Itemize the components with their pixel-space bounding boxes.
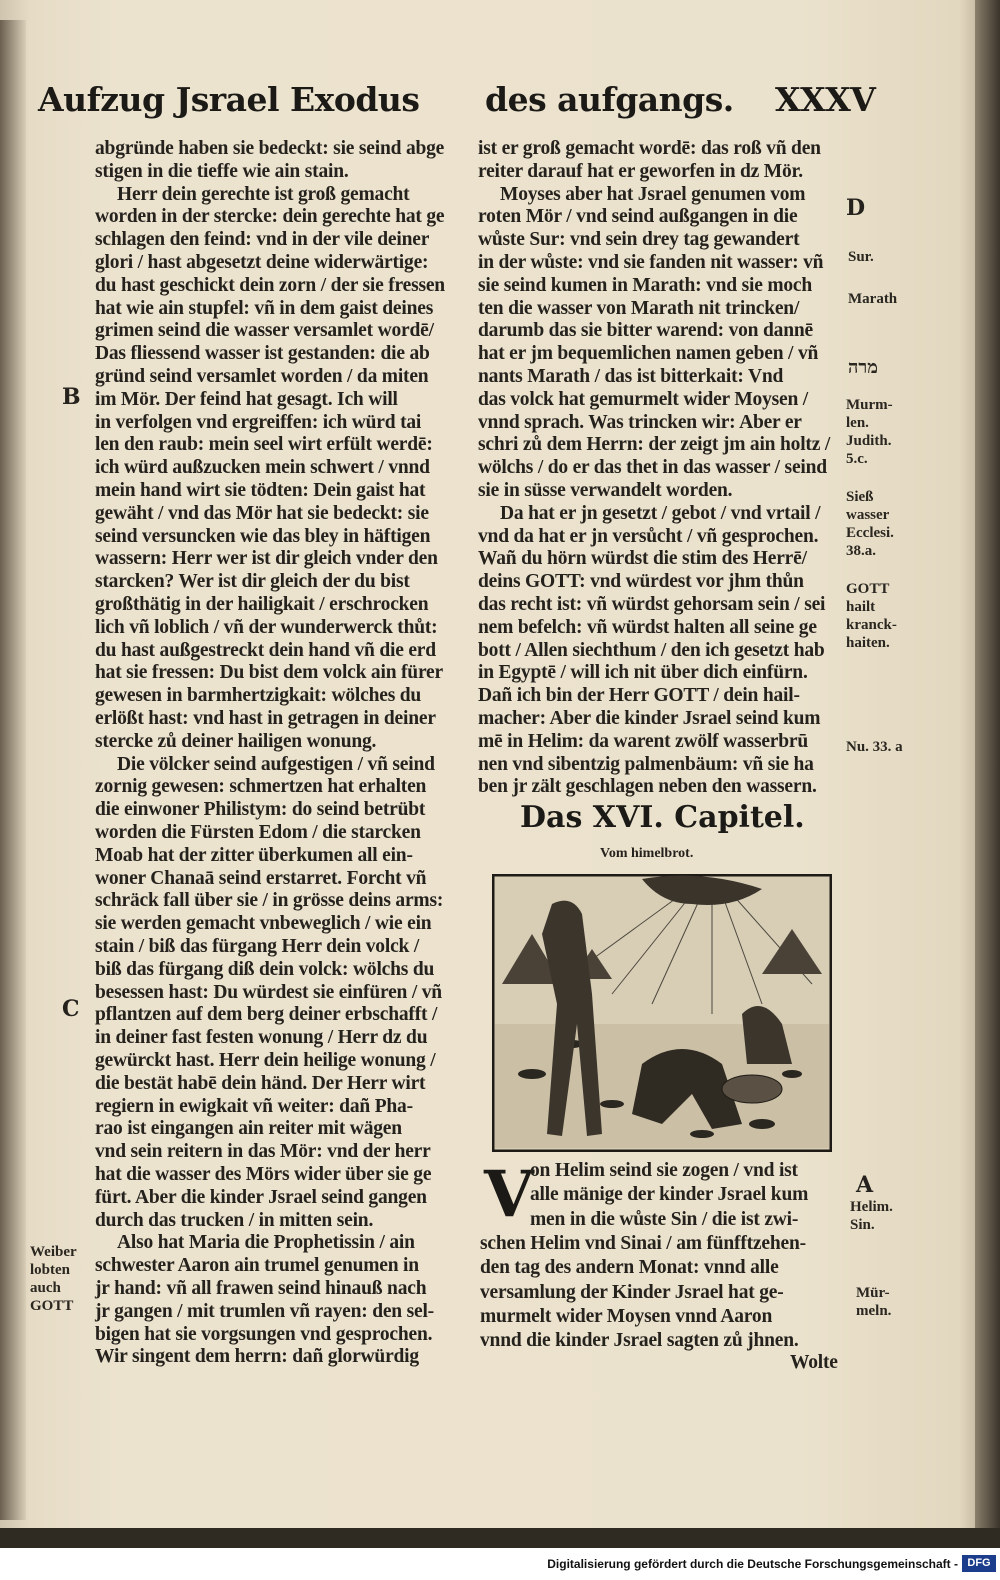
text-line: rao ist eingangen ain reiter mit wägen — [95, 1118, 402, 1140]
text-line: die bestät habē dein händ. Der Herr wirt — [95, 1072, 426, 1094]
text-line: len den raub: mein seel wirt erfült werdē: — [95, 434, 433, 456]
text-line: lich vñ loblich / vñ der wunderwerck thůt: — [95, 616, 438, 638]
text-line: wassern: Herr wer ist dir gleich vnder den — [95, 548, 438, 570]
text-line: zornig gewesen: schmertzen hat erhalten — [95, 776, 427, 798]
text-line: hat die wasser des Mörs wider über sie ge — [95, 1164, 432, 1185]
running-head-right: des aufgangs. — [485, 80, 734, 119]
footer-bar — [0, 1548, 1000, 1580]
chapter-subtitle: Vom himelbrot. — [600, 846, 694, 861]
text-line: grimen seind die wasser versamlet wordē/ — [95, 320, 434, 342]
margin-note: Weiber lobten auch GOTT — [30, 1244, 77, 1314]
text-line: men in die wůste Sin / die ist zwi- — [530, 1208, 799, 1230]
text-line: murmelt wider Moysen vnnd Aaron — [480, 1305, 773, 1327]
text-line: mein hand wirt sie tödten: Dein gaist hat — [95, 480, 426, 501]
running-head-left: Aufzug Jsrael — [38, 80, 280, 119]
margin-note: Marath — [848, 291, 898, 307]
text-line: vnnd sprach. Was trincken wir: Aber er — [478, 411, 802, 433]
text-line: jr hand: vñ all frawen seind hinauß nach — [95, 1278, 427, 1299]
text-line: woner Chanaā seind erstarret. Forcht vñ — [95, 867, 427, 889]
text-line: Das fliessend wasser ist gestanden: die ab — [95, 343, 430, 365]
margin-letter-d: D — [846, 195, 866, 221]
text-line: roten Mör / vnd seind außgangen in die — [478, 206, 798, 228]
text-line: darumb das sie bitter warend: von dannē — [478, 320, 813, 342]
drop-cap: V — [484, 1157, 534, 1232]
text-line: hat er jm bequemlichen namen geben / vñ — [478, 343, 819, 365]
text-line: stain / biß das fürgang Herr dein volck / — [95, 936, 420, 957]
margin-note: Helim. Sin. — [850, 1199, 893, 1233]
text-line: in verfolgen vnd ergreiffen: ich würd tai — [95, 411, 422, 433]
text-line: das recht ist: vñ würdst gehorsam sein / sei — [478, 594, 826, 615]
margin-note-hebrew: מרה — [848, 357, 878, 377]
text-line: sie in süsse verwandelt worden. — [478, 480, 733, 501]
scan-background — [0, 1528, 1000, 1548]
text-line: deins GOTT: vnd würdest vor jhm thůn — [478, 571, 804, 593]
text-line: schräck fall über sie / in grösse deins arms: — [95, 890, 444, 912]
text-line: nants Marath / das ist bitterkait: Vnd — [478, 366, 784, 387]
text-line: Moab hat der zitter überkumen all ein- — [95, 844, 413, 866]
text-line: vnnd die kinder Jsrael sagten zů jhnen. — [480, 1330, 799, 1352]
text-line: großthätig in der hailigkait / erschrocken — [95, 594, 429, 615]
text-line: ben jr zält geschlagen neben den wassern. — [478, 776, 817, 798]
text-line: schwester Aaron ain trumel genumen in — [95, 1255, 419, 1277]
page-edge-shadow — [975, 0, 1000, 1545]
text-line: Wañ du hörn würdst die stim des Herrē/ — [478, 548, 807, 570]
catchword: Wolte — [790, 1352, 838, 1373]
text-line: schlagen den feind: vnd in der vile deiner — [95, 229, 430, 251]
text-line: hat wie ain stupfel: vñ in dem gaist deines — [95, 297, 434, 319]
text-line: worden in der stercke: dein gerechte hat ge — [95, 206, 445, 228]
text-line: hat sie fressen: Du bist dem volck ain fürer — [95, 662, 443, 684]
text-line: Wir singent dem herrn: dañ glorwürdig — [95, 1346, 419, 1368]
text-line: gründ seind versamlet worden / da miten — [95, 366, 429, 387]
text-line: pflantzen auf dem berg deiner erbschafft / — [95, 1004, 438, 1026]
margin-note: Mür- meln. — [856, 1285, 892, 1319]
running-head-book: Exodus — [290, 80, 420, 119]
margin-note: Sur. — [848, 249, 874, 265]
text-line: Also hat Maria die Prophetissin / ain — [117, 1232, 415, 1254]
woodcut-illustration — [492, 874, 832, 1152]
text-line: durch das trucken / in mitten sein. — [95, 1209, 374, 1231]
text-line: Dañ ich bin der Herr GOTT / dein hail- — [478, 685, 800, 707]
text-line: in Egyptē / will ich nit über dich einfürn. — [478, 662, 808, 684]
text-line: biß das fürgang diß dein volck: wölchs du — [95, 958, 435, 980]
text-line: du hast geschickt dein zorn / der sie fressen — [95, 274, 445, 296]
text-line: stigen in die tieffe wie ain stain. — [95, 160, 349, 182]
footer-credit: Digitalisierung gefördert durch die Deutsche Forschungsgemeinschaft - — [547, 1557, 958, 1571]
text-line: vnd sein reitern in das Mör: vnd der herr — [95, 1141, 431, 1163]
text-line: den tag des andern Monat: vnnd alle — [480, 1257, 779, 1279]
chapter-heading: Das XVI. Capitel. — [520, 800, 805, 835]
text-line: nen vnd sibentzig palmenbäum: vñ sie ha — [478, 753, 814, 775]
text-line: in deiner fast festen wonung / Herr dz du — [95, 1027, 428, 1049]
text-line: macher: Aber die kinder Jsrael seind kum — [478, 708, 821, 729]
text-line: Da hat er jn gesetzt / gebot / vnd vrtail / — [500, 502, 821, 524]
text-line: worden die Fürsten Edom / die starcken — [95, 822, 421, 843]
text-line: alle mänige der kinder Jsrael kum — [530, 1184, 809, 1206]
text-line: Herr dein gerechte ist groß gemacht — [117, 183, 410, 205]
text-line: regiern in ewigkait vñ weiter: dañ Pha- — [95, 1095, 413, 1117]
text-line: seind versuncken wie das bley in häftigen — [95, 525, 431, 547]
text-line: besessen hast: Du würdest sie einfüren / vñ — [95, 981, 442, 1003]
text-line: gewürckt hast. Herr dein heilige wonung / — [95, 1050, 436, 1071]
text-line: bott / Allen siechthum / den ich gesetzt hab — [478, 639, 825, 661]
text-line: abgründe haben sie bedeckt: sie seind abge — [95, 138, 445, 159]
text-line: mē in Helim: da warent zwölf wasserbrū — [478, 730, 808, 752]
text-line: bigen hat sie vorgsungen vnd gesprochen. — [95, 1323, 433, 1345]
margin-letter-b: B — [62, 384, 81, 410]
text-line: das volck hat gemurmelt wider Moysen / — [478, 388, 809, 410]
text-line: starcken? Wer ist dir gleich der du bist — [95, 571, 410, 593]
facing-page-edge — [0, 20, 26, 1520]
text-line: schen Helim vnd Sinai / am fünfftzehen- — [480, 1232, 806, 1254]
text-line: fürt. Aber die kinder Jsrael seind gangen — [95, 1186, 427, 1208]
text-line: stercke zů deiner hailigen wonung. — [95, 730, 377, 752]
folio-number: XXXV — [775, 80, 876, 119]
text-line: vnd da hat er jn versůcht / vñ gesprochen. — [478, 525, 819, 547]
text-line: sie werden gemacht vnbeweglich / wie ein — [95, 913, 432, 935]
margin-letter-a: A — [856, 1172, 874, 1198]
margin-letter-c: C — [62, 996, 80, 1022]
margin-note: Murm- len. Judith. 5.c. — [846, 397, 893, 467]
margin-note: GOTT hailt kranck- haiten. — [846, 581, 897, 651]
text-line: glori / hast abgesetzt deine widerwärtige: — [95, 252, 429, 273]
text-line: nem befelch: vñ würdst halten all seine ge — [478, 616, 817, 638]
text-line: ten die wasser von Marath nit trincken/ — [478, 297, 800, 319]
dfg-logo: DFG — [962, 1555, 996, 1572]
text-line: die einwoner Philistym: do seind betrübt — [95, 799, 426, 821]
text-line: wölchs / do er das thet in das wasser / seind — [478, 457, 827, 479]
text-line: du hast außgestreckt dein hand vñ die erd — [95, 639, 436, 661]
text-line: gewesen in barmhertzigkait: wölches du — [95, 685, 422, 707]
text-line: Die völcker seind aufgestigen / vñ seind — [117, 753, 435, 775]
text-line: versamlung der Kinder Jsrael hat ge- — [480, 1281, 784, 1303]
text-line: jr gangen / mit trumlen vñ rayen: den sel- — [95, 1300, 434, 1322]
margin-note: Nu. 33. a — [846, 739, 903, 755]
text-line: reiter darauf hat er geworfen in dz Mör. — [478, 160, 803, 182]
text-line: sie seind kumen in Marath: vnd sie moch — [478, 274, 813, 296]
text-line: im Mör. Der feind hat gesagt. Ich will — [95, 388, 398, 410]
text-line: Moyses aber hat Jsrael genumen vom — [500, 183, 806, 205]
text-line: gewäht / vnd das Mör hat sie bedeckt: sie — [95, 502, 429, 524]
text-line: on Helim seind sie zogen / vnd ist — [530, 1160, 798, 1181]
text-line: in der wůste: vnd sie fanden nit wasser: vñ — [478, 252, 824, 273]
text-line: wůste Sur: vnd sein drey tag gewandert — [478, 229, 800, 251]
text-line: ist er groß gemacht wordē: das roß vñ den — [478, 138, 821, 159]
text-line: erlößt hast: vnd hast in getragen in deiner — [95, 708, 436, 729]
text-line: ich würd außzucken mein schwert / vnnd — [95, 457, 430, 479]
margin-note: Sieß wasser Ecclesi. 38.a. — [846, 489, 894, 559]
text-line: schri zů dem Herrn: der zeigt jm ain holtz / — [478, 434, 831, 456]
